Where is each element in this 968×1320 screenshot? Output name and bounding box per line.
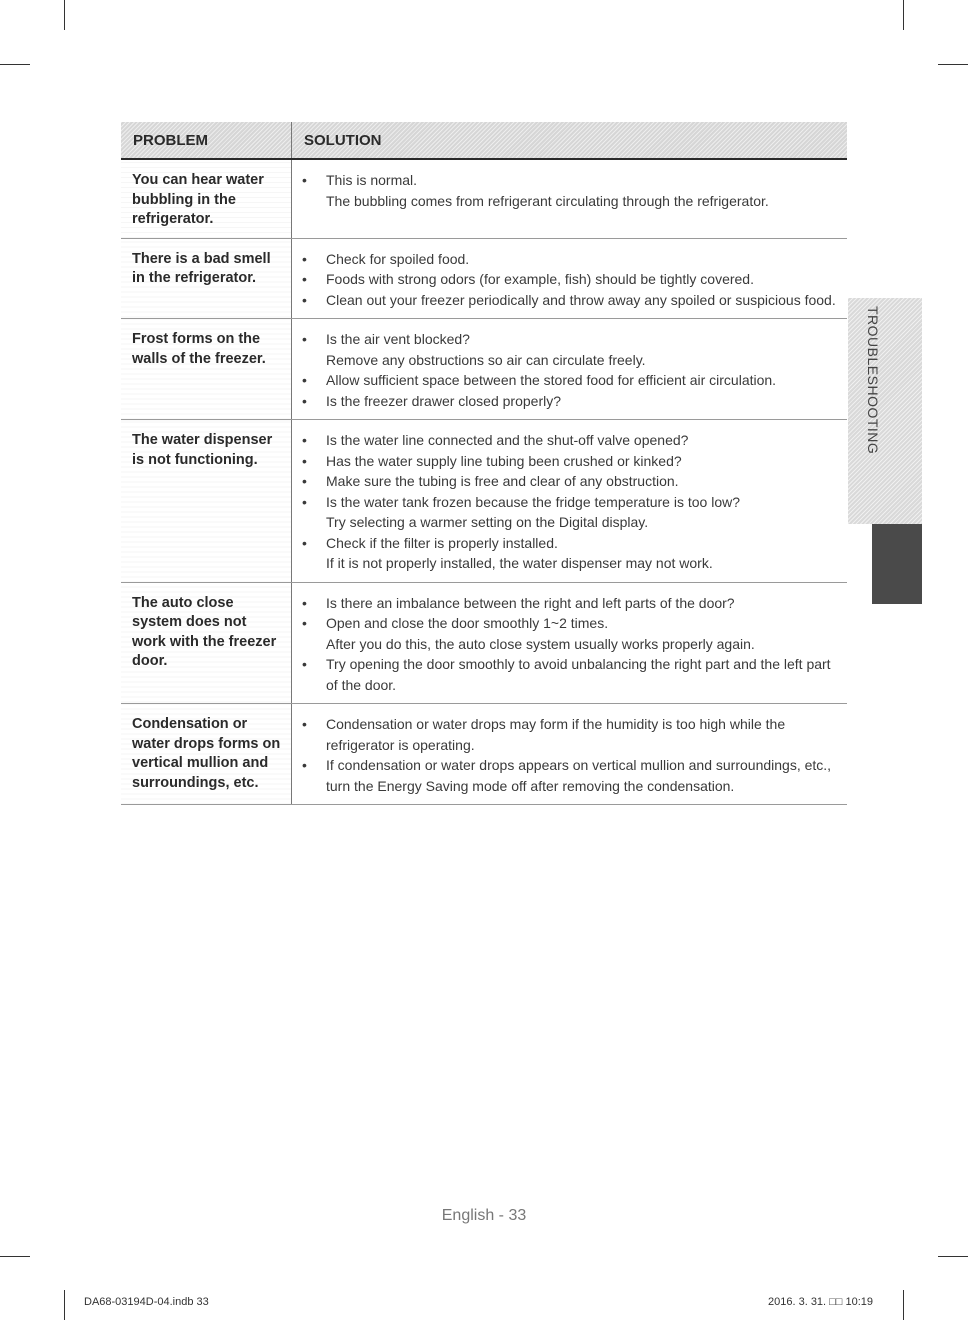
- problem-cell: Condensation or water drops forms on vertical mullion and surroundings, etc.: [121, 704, 292, 805]
- crop-mark-top-left: [64, 0, 65, 30]
- crop-mark-right-lower: [938, 1256, 968, 1257]
- crop-mark-left-upper: [0, 64, 30, 65]
- solution-cell: [292, 238, 848, 319]
- solution-item: • Is the water tank frozen because the fridge temperature is too low?: [302, 492, 839, 513]
- solution-item: • Check for spoiled food.: [302, 249, 839, 270]
- solution-item: • Make sure the tubing is free and clear of any obstruction.: [302, 471, 839, 492]
- crop-mark-right-upper: [938, 64, 968, 65]
- problem-cell: The auto close system does not work with the freezer door.: [121, 582, 292, 704]
- side-tab-dark-block: [872, 524, 922, 604]
- solution-cell: [292, 159, 848, 238]
- section-side-tab: [848, 298, 922, 604]
- problem-cell: Frost forms on the walls of the freezer.: [121, 319, 292, 420]
- solution-cell: [292, 582, 848, 704]
- solution-cell: [292, 319, 848, 420]
- table-row: [121, 704, 847, 805]
- crop-mark-bottom-left: [64, 1290, 65, 1320]
- crop-mark-top-right: [903, 0, 904, 30]
- table-header-row: [121, 122, 847, 159]
- solution-item-continuation: Remove any obstructions so air can circulate freely.: [326, 351, 646, 368]
- solution-item: • Is the freezer drawer closed properly?: [302, 391, 839, 412]
- troubleshooting-table: [121, 122, 847, 805]
- solution-cell: [292, 420, 848, 583]
- solution-item: • If condensation or water drops appears on vertical mullion and surroundings, etc., turn the Energy Saving mode off after removing the condensation.: [302, 755, 839, 796]
- table-row: [121, 582, 847, 704]
- solution-item: • Has the water supply line tubing been crushed or kinked?: [302, 451, 839, 472]
- table-row: [121, 319, 847, 420]
- solution-cell: [292, 704, 848, 805]
- solution-item: • Check if the filter is properly installed.: [302, 533, 839, 554]
- solution-item: • This is normal.: [302, 170, 839, 191]
- solution-item: • Is there an imbalance between the right and left parts of the door?: [302, 593, 839, 614]
- table-row: [121, 159, 847, 238]
- crop-mark-bottom-right: [903, 1290, 904, 1320]
- table-row: [121, 238, 847, 319]
- page-number: English - 33: [441, 1207, 527, 1224]
- solution-item: • Open and close the door smoothly 1~2 times.: [302, 613, 839, 634]
- problem-cell: There is a bad smell in the refrigerator.: [121, 238, 292, 319]
- table-body: [121, 159, 847, 805]
- crop-mark-left-lower: [0, 1256, 30, 1257]
- header-solution: SOLUTION: [292, 122, 848, 159]
- solution-item: • Condensation or water drops may form if the humidity is too high while the refrigerator is operating.: [302, 714, 839, 755]
- solution-item-continuation: The bubbling comes from refrigerant circulating through the refrigerator.: [326, 192, 769, 209]
- print-date-info: 2016. 3. 31. □□ 10:19: [768, 1296, 874, 1308]
- problem-cell: You can hear water bubbling in the refrigerator.: [121, 159, 292, 238]
- solution-item: • Is the water line connected and the shut-off valve opened?: [302, 430, 839, 451]
- problem-cell: The water dispenser is not functioning.: [121, 420, 292, 583]
- print-file-info: DA68-03194D-04.indb 33: [84, 1296, 209, 1308]
- solution-item: • Try opening the door smoothly to avoid unbalancing the right part and the left part of the door.: [302, 654, 839, 695]
- header-problem: PROBLEM: [121, 122, 292, 159]
- solution-item-continuation: If it is not properly installed, the water dispenser may not work.: [326, 555, 713, 571]
- solution-item-continuation: Try selecting a warmer setting on the Digital display.: [326, 514, 649, 530]
- solution-item: • Is the air vent blocked?: [302, 329, 839, 350]
- side-tab-label: TROUBLESHOOTING: [865, 306, 881, 455]
- table-row: [121, 420, 847, 583]
- solution-item-continuation: After you do this, the auto close system usually works properly again.: [326, 635, 755, 652]
- solution-item: • Foods with strong odors (for example, fish) should be tightly covered.: [302, 269, 839, 290]
- solution-item: • Clean out your freezer periodically and throw away any spoiled or suspicious food.: [302, 290, 839, 311]
- solution-item: • Allow sufficient space between the stored food for efficient air circulation.: [302, 370, 839, 391]
